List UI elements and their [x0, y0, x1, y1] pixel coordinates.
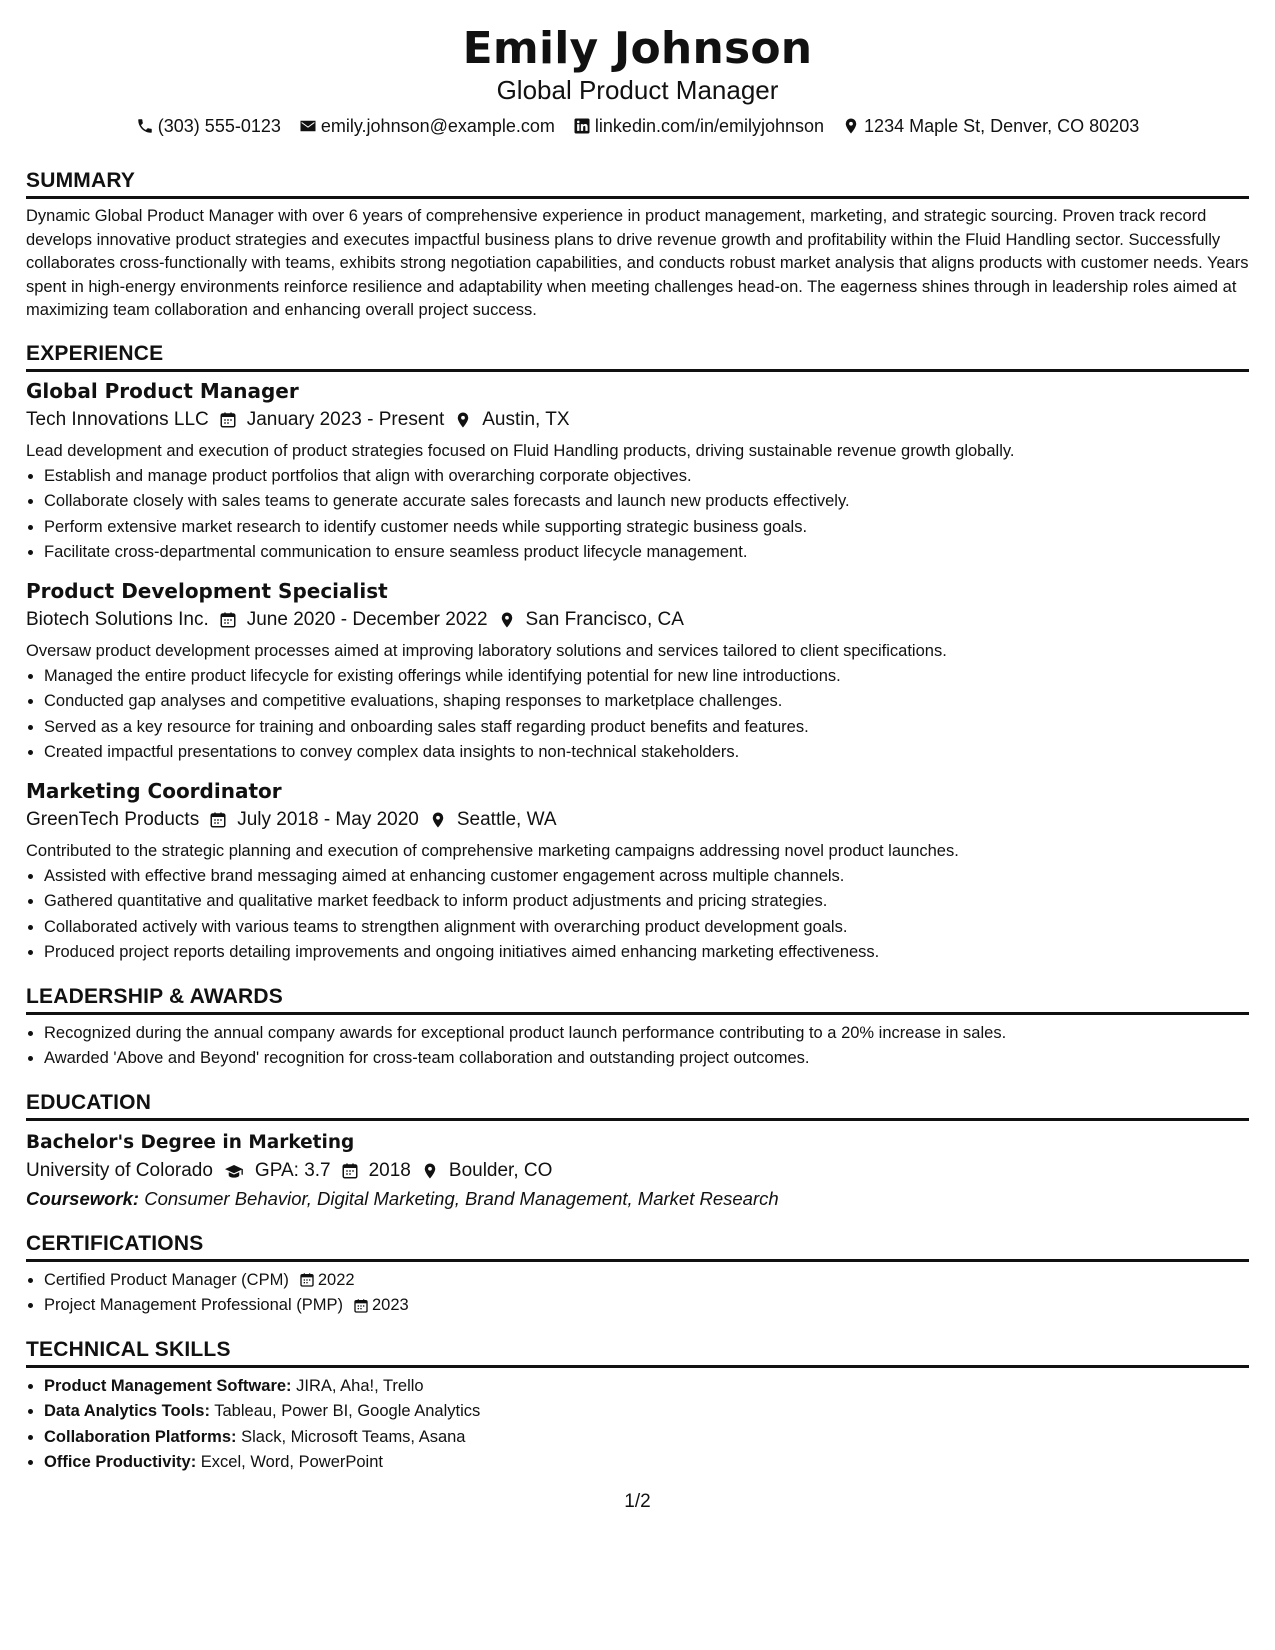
job-bullets	[26, 664, 1249, 766]
summary-heading: SUMMARY	[26, 168, 1249, 199]
job-location: Seattle, WA	[456, 808, 557, 830]
list-item: • Assisted with effective brand messaging aimed at enhancing customer engagement across multiple channels.	[44, 864, 1249, 890]
email-text[interactable]: emily.johnson@example.com	[320, 116, 555, 136]
job-title: Global Product Manager	[26, 378, 299, 403]
skill-label: Office Productivity:	[44, 1453, 197, 1471]
phone-icon	[136, 117, 154, 135]
education-heading: EDUCATION	[26, 1090, 1249, 1121]
list-item: • Managed the entire product lifecycle for existing offerings while identifying potential for new line introductions.	[44, 664, 1249, 690]
experience-section	[26, 341, 1249, 966]
job-company: GreenTech Products	[26, 808, 200, 830]
education-school: University of Colorado	[26, 1159, 213, 1181]
job-description: Lead development and execution of product strategies focused on Fluid Handling products, driving sustainable revenue growth globally.	[26, 441, 1015, 460]
education-section	[26, 1090, 1249, 1213]
list-item	[44, 1374, 1249, 1400]
map-pin-icon	[454, 411, 472, 429]
resume-page	[26, 24, 1249, 1476]
skill-value: JIRA, Aha!, Trello	[296, 1376, 424, 1395]
candidate-name: Emily Johnson	[462, 23, 813, 74]
list-item: • Perform extensive market research to identify customer needs while supporting strategic business goals.	[44, 515, 1249, 541]
job-bullets	[26, 864, 1249, 966]
cert-year: 2022	[317, 1270, 355, 1289]
list-item	[44, 1425, 1249, 1451]
coursework-text: Consumer Behavior, Digital Marketing, Brand Management, Market Research	[144, 1187, 779, 1209]
leadership-section	[26, 984, 1249, 1072]
job-dates: January 2023 - Present	[246, 408, 445, 430]
list-item	[44, 1450, 1249, 1476]
list-item: • Conducted gap analyses and competitive evaluations, shaping responses to marketplace challenges.	[44, 689, 1249, 715]
list-item: • Produced project reports detailing improvements and ongoing initiatives aimed enhancing marketing effectiveness.	[44, 940, 1249, 966]
certifications-list	[26, 1268, 1249, 1319]
job-meta	[26, 406, 1249, 434]
contact-address	[842, 114, 1139, 138]
skills-list	[26, 1374, 1249, 1476]
map-pin-icon	[429, 811, 447, 829]
calendar-icon	[219, 411, 237, 429]
graduation-cap-icon	[223, 1162, 245, 1180]
phone-text: (303) 555-0123	[157, 116, 281, 136]
job-entry	[26, 778, 1249, 966]
job-location: Austin, TX	[482, 408, 570, 430]
leadership-heading: LEADERSHIP & AWARDS	[26, 984, 1249, 1015]
candidate-title: Global Product Manager	[496, 75, 779, 105]
list-item: • Gathered quantitative and qualitative market feedback to inform product adjustments and pricing strategies.	[44, 889, 1249, 915]
list-item: • Collaborate closely with sales teams to generate accurate sales forecasts and launch new products effectively.	[44, 489, 1249, 515]
list-item: • Awarded 'Above and Beyond' recognition for cross-team collaboration and outstanding project outcomes.	[44, 1046, 1249, 1072]
skills-heading: TECHNICAL SKILLS	[26, 1337, 1249, 1368]
contact-linkedin[interactable]	[573, 114, 824, 138]
leadership-bullets	[26, 1021, 1249, 1072]
education-meta	[26, 1157, 1249, 1185]
job-meta	[26, 806, 1249, 834]
skills-section	[26, 1337, 1249, 1476]
skill-label: Data Analytics Tools:	[44, 1402, 210, 1420]
map-pin-icon	[498, 611, 516, 629]
education-year: 2018	[368, 1159, 411, 1181]
job-title: Marketing Coordinator	[26, 778, 282, 803]
linkedin-icon	[573, 117, 591, 135]
list-item: • Facilitate cross-departmental communication to ensure seamless product lifecycle management.	[44, 540, 1249, 566]
job-description: Contributed to the strategic planning and execution of comprehensive marketing campaigns addressing novel product launches.	[26, 841, 959, 860]
list-item	[44, 1399, 1249, 1425]
page-number: 1/2	[624, 1491, 651, 1512]
list-item: • Served as a key resource for training and onboarding sales staff regarding product benefits and features.	[44, 715, 1249, 741]
job-entry	[26, 578, 1249, 766]
job-meta	[26, 606, 1249, 634]
education-gpa: GPA: 3.7	[254, 1159, 331, 1181]
list-item: • Recognized during the annual company awards for exceptional product launch performance contributing to a 20% increase in sales.	[44, 1021, 1249, 1047]
cert-year: 2023	[371, 1296, 409, 1314]
job-title: Product Development Specialist	[26, 578, 388, 603]
coursework-label: Coursework:	[26, 1187, 140, 1209]
education-coursework	[26, 1185, 1249, 1213]
summary-text: Dynamic Global Product Manager with over 6 years of comprehensive experience in product management, marketing, and strategic sourcing. Proven track record develops innovative product strategies and executes impactful business plans to drive revenue growth and profitability within the Fluid Handling sector. Successfully collaborates cross-functionally with teams, exhibits strong negotiation capabilities, and conducts robust market analysis that aligns products with customer needs. Years spent in high-energy environments reinforce resilience and adaptability when meeting challenges head-on. The eagerness shines through in leadership roles aimed at maximizing team collaboration and enhancing overall project success.	[26, 207, 1249, 319]
cert-name: • Certified Product Manager (CPM)	[44, 1270, 289, 1289]
linkedin-text[interactable]: linkedin.com/in/emilyjohnson	[594, 116, 825, 136]
summary-section	[26, 168, 1249, 323]
calendar-icon	[353, 1298, 369, 1314]
certifications-section	[26, 1231, 1249, 1319]
list-item: • Establish and manage product portfolios that align with overarching corporate objectives.	[44, 464, 1249, 490]
job-description: Oversaw product development processes aimed at improving laboratory solutions and services tailored to client specifications.	[26, 641, 947, 660]
resume-header	[26, 24, 1249, 138]
map-pin-icon	[842, 117, 860, 135]
skill-label: Product Management Software:	[44, 1376, 292, 1395]
envelope-icon	[299, 117, 317, 135]
job-dates: June 2020 - December 2022	[246, 608, 488, 630]
list-item: • Collaborated actively with various teams to strengthen alignment with overarching product development goals.	[44, 915, 1249, 941]
contact-email[interactable]	[299, 114, 555, 138]
skill-value: Tableau, Power BI, Google Analytics	[214, 1402, 481, 1420]
contact-bar	[26, 114, 1249, 138]
skill-value: Slack, Microsoft Teams, Asana	[241, 1427, 466, 1446]
job-bullets	[26, 464, 1249, 566]
list-item	[44, 1293, 1249, 1319]
job-entry	[26, 378, 1249, 566]
calendar-icon	[341, 1162, 359, 1180]
experience-heading: EXPERIENCE	[26, 341, 1249, 372]
map-pin-icon	[421, 1162, 439, 1180]
calendar-icon	[299, 1272, 315, 1288]
skill-label: Collaboration Platforms:	[44, 1427, 237, 1446]
list-item: • Created impactful presentations to convey complex data insights to non-technical stakeholders.	[44, 740, 1249, 766]
job-company: Tech Innovations LLC	[26, 408, 209, 430]
calendar-icon	[219, 611, 237, 629]
education-location: Boulder, CO	[448, 1159, 553, 1181]
cert-name: • Project Management Professional (PMP)	[44, 1296, 343, 1314]
job-company: Biotech Solutions Inc.	[26, 608, 209, 630]
certifications-heading: CERTIFICATIONS	[26, 1231, 1249, 1262]
address-text: 1234 Maple St, Denver, CO 80203	[864, 116, 1140, 136]
contact-phone	[136, 114, 281, 138]
list-item	[44, 1268, 1249, 1294]
education-degree: Bachelor's Degree in Marketing	[26, 1131, 355, 1153]
job-location: San Francisco, CA	[525, 608, 684, 630]
skill-value: Excel, Word, PowerPoint	[200, 1453, 383, 1471]
calendar-icon	[209, 811, 227, 829]
job-dates: July 2018 - May 2020	[237, 808, 419, 830]
